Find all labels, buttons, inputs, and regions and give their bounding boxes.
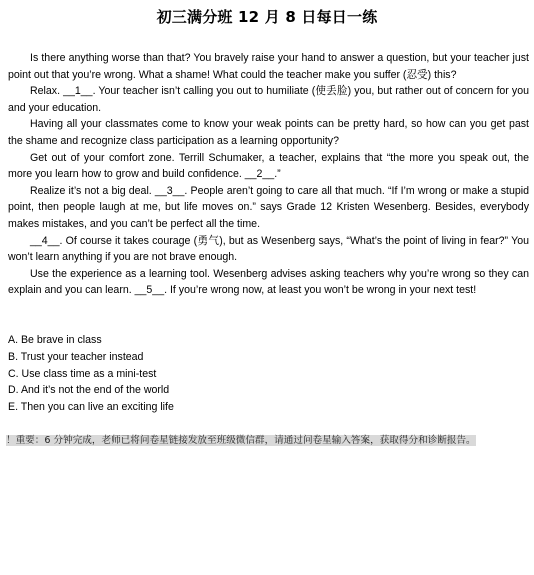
- passage-paragraph: Is there anything worse than that? You bravely raise your hand to answer a question, but your teacher just point out that you’re wrong. What a shame! What could the teacher make you suffer (忍受) this?: [8, 52, 529, 81]
- option-d: D. And it’s not the end of the world: [8, 384, 170, 397]
- reading-passage: [8, 50, 529, 299]
- passage-paragraph: __4__. Of course it takes courage (勇气), but as Wesenberg says, “What’s the point of living in fear?” You won’t learn anything if you are not brave enough.: [8, 234, 529, 264]
- important-notice: [6, 433, 530, 449]
- option-c: C. Use class time as a mini-test: [8, 367, 157, 380]
- passage-paragraph: Realize it’s not a big deal. __3__. People aren’t going to care all that much. “If I’m wrong or make a stupid point, then people laugh at me, but life moves on.” says Grade 12 Kristen Wesenberg. Besides, everybody makes mistakes, and you can’t be perfect all the time.: [8, 184, 529, 230]
- notice-text: ！重要：6 分钟完成，老师已将问卷星链接发放至班级微信群，请通过问卷星输入答案，获取得分和诊断报告。: [6, 435, 476, 446]
- worksheet-title: 初三满分班 12 月 8 日每日一练: [156, 8, 378, 26]
- option-a: A. Be brave in class: [8, 334, 102, 346]
- passage-paragraph: Get out of your comfort zone. Terrill Schumaker, a teacher, explains that “the more you speak out, the more you learn how to grow and build confidence. __2__.”: [8, 151, 529, 181]
- option-e: E. Then you can live an exciting life: [8, 401, 174, 414]
- passage-paragraph: Relax. __1__. Your teacher isn’t calling you out to humiliate (使丢脸) you, but rather out of concern for you and your education.: [8, 85, 529, 114]
- passage-paragraph: Use the experience as a learning tool. Wesenberg advises asking teachers why you’re wrong so they can explain and you can learn. __5__. If you’re wrong now, at least you won’t be wrong in your next test!: [8, 267, 529, 297]
- answer-options-list: [8, 332, 518, 416]
- option-b: B. Trust your teacher instead: [8, 350, 144, 363]
- passage-paragraph: Having all your classmates come to know your weak points can be pretty hard, so how can you get past the shame and recognize class participation as a learning opportunity?: [8, 118, 529, 147]
